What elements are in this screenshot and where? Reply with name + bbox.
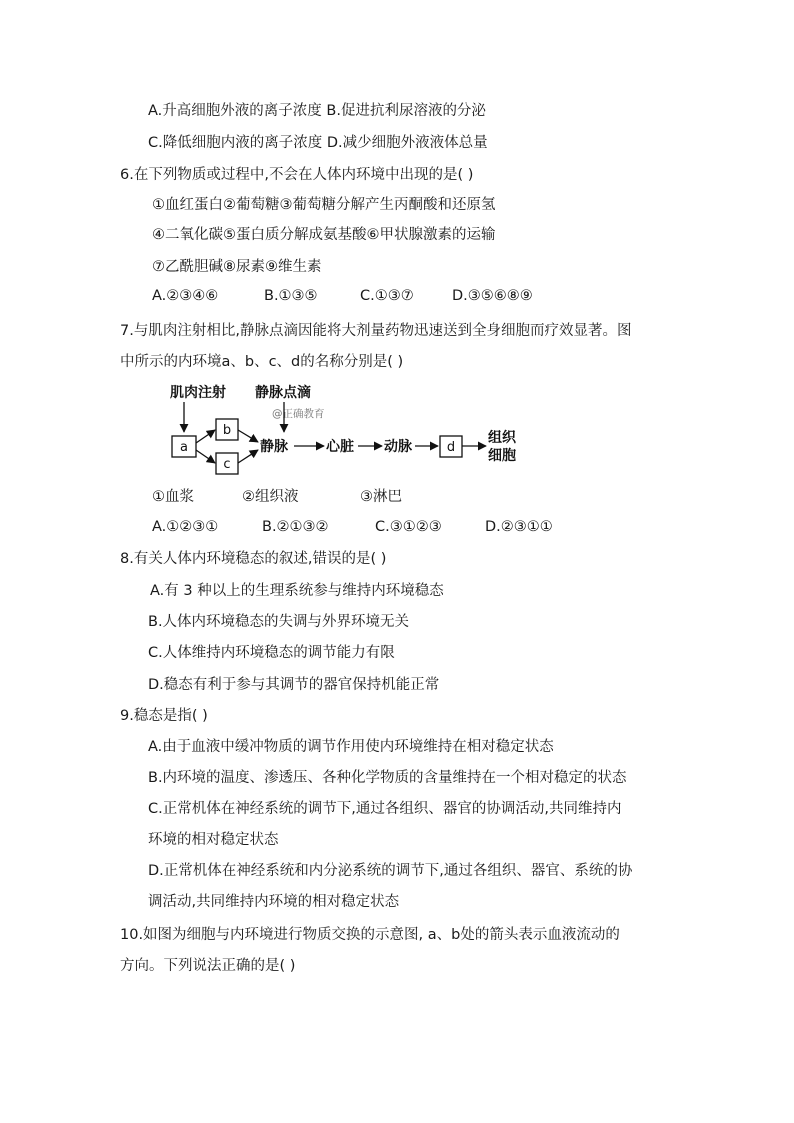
- q7-stem-line-2: 中所示的内环境a、b、c、d的名称分别是( ): [120, 354, 404, 370]
- q6-option-a: A.②③④⑥: [152, 288, 219, 304]
- q8-option-a: A.有 3 种以上的生理系统参与维持内环境稳态: [150, 583, 444, 599]
- q6-options: [152, 286, 533, 306]
- q7-option-d: D.②③①①: [485, 519, 553, 535]
- q9-option-a: A.由于血液中缓冲物质的调节作用使内环境维持在相对稳定状态: [148, 739, 554, 755]
- label-iv-drip: 静脉点滴: [255, 385, 311, 401]
- q6-option-c: C.①③⑦: [360, 288, 414, 304]
- q8-option-b: B.人体内环境稳态的失调与外界环境无关: [148, 614, 410, 630]
- q9-option-c-line-2: 环境的相对稳定状态: [148, 832, 279, 848]
- q7-item-1: ①血浆: [152, 489, 194, 505]
- q9-option-d-line-2: 调活动,共同维持内环境的相对稳定状态: [148, 894, 400, 910]
- label-heart: 心脏: [326, 439, 354, 455]
- q8-option-d: D.稳态有利于参与其调节的器官保持机能正常: [148, 677, 440, 693]
- q7-options: [152, 517, 553, 537]
- q6-stem: 6.在下列物质或过程中,不会在人体内环境中出现的是( ): [120, 167, 474, 183]
- q5-option-line-2: C.降低细胞内液的离子浓度 D.减少细胞外液液体总量: [148, 135, 488, 151]
- q7-stem-line-1: 7.与肌肉注射相比,静脉点滴因能将大剂量药物迅速送到全身细胞而疗效显著。图: [120, 323, 632, 339]
- label-artery: 动脉: [384, 439, 412, 455]
- q6-items-line-2: ④二氧化碳⑤蛋白质分解成氨基酸⑥甲状腺激素的运输: [152, 227, 496, 243]
- q9-option-c-line-1: C.正常机体在神经系统的调节下,通过各组织、器官的协调活动,共同维持内: [148, 801, 622, 817]
- q7-option-c: C.③①②③: [375, 519, 442, 535]
- q6-items-line-3: ⑦乙酰胆碱⑧尿素⑨维生素: [152, 259, 322, 275]
- label-vein: 静脉: [260, 439, 288, 455]
- q8-stem: 8.有关人体内环境稳态的叙述,错误的是( ): [120, 551, 387, 567]
- watermark: @正确教育: [272, 408, 325, 420]
- q5-option-line-1: A.升高细胞外液的离子浓度 B.促进抗利尿溶液的分泌: [148, 103, 486, 119]
- q7-item-3: ③淋巴: [360, 489, 402, 505]
- q6-items-line-1: ①血红蛋白②葡萄糖③葡萄糖分解产生丙酮酸和还原氢: [152, 197, 496, 213]
- q7-flow-diagram: [168, 380, 548, 480]
- q10-stem-line-2: 方向。下列说法正确的是( ): [120, 958, 296, 974]
- box-d-label: d: [446, 440, 456, 455]
- q7-item-2: ②组织液: [242, 489, 299, 505]
- label-tissue-line-1: 组织: [488, 430, 516, 446]
- q9-option-b: B.内环境的温度、渗透压、各种化学物质的含量维持在一个相对稳定的状态: [148, 770, 627, 786]
- q10-stem-line-1: 10.如图为细胞与内环境进行物质交换的示意图, a、b处的箭头表示血液流动的: [120, 927, 620, 943]
- q6-option-b: B.①③⑤: [264, 288, 318, 304]
- q8-option-c: C.人体维持内环境稳态的调节能力有限: [148, 645, 395, 661]
- label-tissue-line-2: 细胞: [488, 448, 516, 464]
- q9-stem: 9.稳态是指( ): [120, 708, 208, 724]
- q6-option-d: D.③⑤⑥⑧⑨: [452, 288, 533, 304]
- q7-items: [152, 487, 402, 507]
- box-c-label: c: [223, 457, 231, 472]
- box-a-label: a: [180, 440, 188, 455]
- q7-option-a: A.①②③①: [152, 519, 219, 535]
- q7-option-b: B.②①③②: [262, 519, 329, 535]
- label-muscle-injection: 肌肉注射: [170, 385, 226, 401]
- q9-option-d-line-1: D.正常机体在神经系统和内分泌系统的调节下,通过各组织、器官、系统的协: [148, 863, 633, 879]
- box-b-label: b: [222, 423, 232, 438]
